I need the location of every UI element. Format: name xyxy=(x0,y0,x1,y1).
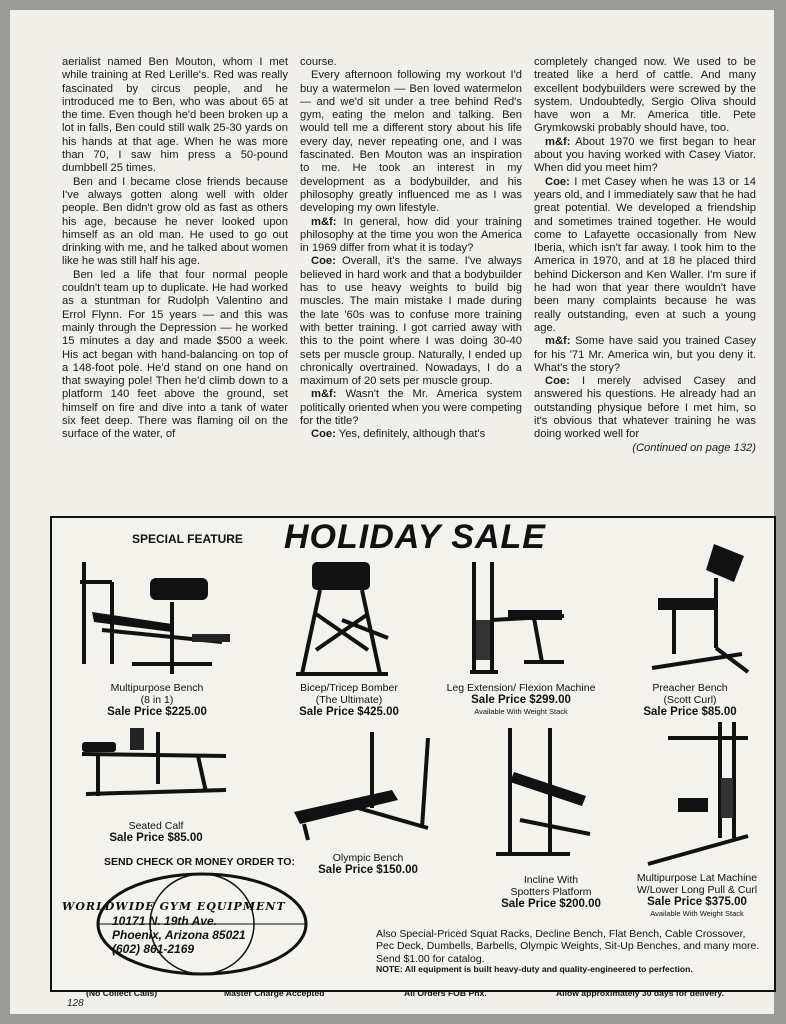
paragraph-text: Every afternoon following my workout I'd buy a watermelon — Ben loved watermelon — and we'd sit under a tree behind Red's gym, eating the melon and talking. Ben would tell me a different story about his life every day, never repeating one, and I was fascinated. Ben Mouton was an inspiration to me. He took an interest in my development as a bodybuilder, and his philosophy greatly influenced me as I was developing my own lifestyle. xyxy=(300,69,522,215)
product-multipurpose-bench xyxy=(82,682,232,718)
paragraph-text: I merely advised Casey and answered his questions. He already had an outstanding physique before I met him, so it's obvious that whatever training he was doing worked well for xyxy=(534,375,757,441)
paragraph xyxy=(534,176,756,336)
bicep-tricep-bomber-image xyxy=(292,554,402,684)
product-price: Sale Price $85.00 xyxy=(109,832,203,844)
product-price: Sale Price $375.00 xyxy=(647,896,747,908)
fob-note: All Orders FOB Phx. xyxy=(404,988,487,998)
special-feature-label: SPECIAL FEATURE xyxy=(132,532,243,546)
product-price: Sale Price $425.00 xyxy=(299,706,399,718)
product-name: Seated Calf xyxy=(128,820,184,832)
product-name: Leg Extension/ Flexion Machine xyxy=(446,682,596,694)
article-column-2 xyxy=(300,56,522,442)
speaker: m&f: xyxy=(545,135,571,148)
delivery-note: Allow approximately 30 days for delivery. xyxy=(556,988,724,998)
paragraph-text: In general, how did your training philosophy at the time you won the America in 1969 differ from what it is today? xyxy=(300,215,523,255)
leg-extension-machine-image xyxy=(464,558,584,680)
magazine-page xyxy=(10,10,774,1014)
multipurpose-bench-image xyxy=(72,552,242,682)
speaker: Coe: xyxy=(545,375,570,388)
product-lat-machine xyxy=(622,872,772,920)
article-column-1 xyxy=(62,56,288,442)
paragraph: Ben led a life that four normal people couldn't team up to duplicate. He had worked as a stuntman for Rudolph Valentino and Errol Flynn. For 15 years — and this was mainly through the Depression — he worked 15 minutes a day and made $500 a week. His act began with hand-balancing on top of a 148-foot pole. He'd stand on one hand on that swaying pole! Then he'd climb down to a platform 140 feet above the ground, set himself on fire and dive into a tank of water six feet deep. There was flaming oil on the surface of the water, of xyxy=(62,268,288,441)
holiday-sale-ad xyxy=(50,516,776,998)
article-column-3 xyxy=(534,56,756,455)
product-name: Olympic Bench xyxy=(332,852,404,864)
paragraph-text: Yes, definitely, although that's xyxy=(338,428,486,441)
paragraph-text: Some have said you trained Casey for his '71 Mr. America win, but you deny it. What's the story? xyxy=(534,335,756,374)
page-number: 128 xyxy=(67,998,84,1009)
paragraph xyxy=(534,136,756,176)
paragraph-text: About 1970 we first began to hear about you having worked with Casey Viator. When did you meet him? xyxy=(534,135,756,175)
paragraph-text: I met Casey when he was 13 or 14 years old, and I immediately saw that he had great potential. We developed a friendship and sometimes trained together. He would come to Lafayette occasionally from New Iberia, which isn't far away. I took him to the America in 1970, and at 18 he placed third behind Dickerson and Ken Waller. I'm sure if he had won that year there wouldn't have been many complaints because he was really outstanding, even at such a young age. xyxy=(534,175,756,334)
paragraph xyxy=(534,335,756,375)
product-price: Sale Price $85.00 xyxy=(643,706,737,718)
product-leg-extension xyxy=(426,682,616,718)
incline-bench-image xyxy=(490,724,600,864)
product-note: Available With Weight Stack xyxy=(474,707,568,716)
address-line-2: Phoenix, Arizona 85021 xyxy=(112,928,246,942)
product-preacher-bench xyxy=(620,682,760,718)
product-sub: Spotters Platform xyxy=(510,886,592,898)
speaker: Coe: xyxy=(311,255,336,268)
paragraph: aerialist named Ben Mouton, whom I met while training at Red Lerille's. Red was really fascinated by circus people, and he introduced me to Ben, who was about 65 at the time. Even though he'd been broken up a lot in falls, Ben could still walk 25-30 yards on his hands at that age. When he was more than 70, I saw him press a 50-pound dumbbell 25 times. xyxy=(62,56,288,175)
product-name: Bicep/Tricep Bomber xyxy=(300,682,398,694)
product-sub: (Scott Curl) xyxy=(663,694,717,706)
product-name: Preacher Bench xyxy=(652,682,728,694)
ad-title: HOLIDAY SALE xyxy=(284,518,546,556)
paragraph xyxy=(300,255,522,388)
paragraph: Ben and I became close friends because I've always gotten along well with older people. Ben didn't grow old as fast as others his age, because he never looked upon himself as an old man. He used to go out drinking with me, and he talked about women like he was still half his age. xyxy=(62,175,288,268)
product-sub: (The Ultimate) xyxy=(315,694,383,706)
paragraph xyxy=(300,428,522,441)
send-to-label: SEND CHECK OR MONEY ORDER TO: xyxy=(104,856,295,868)
paragraph-text: Wasn't the Mr. America system politically oriented when you were competing for the title? xyxy=(300,388,523,428)
product-name: Multipurpose Lat Machine xyxy=(636,872,758,884)
speaker: Coe: xyxy=(545,175,570,188)
product-price: Sale Price $299.00 xyxy=(471,694,571,706)
company-name: WORLDWIDE GYM EQUIPMENT xyxy=(62,900,286,913)
product-seated-calf xyxy=(86,820,226,844)
olympic-bench-image xyxy=(288,728,448,848)
speaker: m&f: xyxy=(545,335,571,348)
paragraph xyxy=(300,216,522,256)
also-available-text: Also Special-Priced Squat Racks, Decline Bench, Flat Bench, Cable Crossover, Pec Deck, Dumbells, Barbells, Olympic Weights, Sit-Up Benches, and many more. Send $1.00 for catalog. xyxy=(376,928,760,965)
paragraph xyxy=(534,375,756,441)
product-price: Sale Price $150.00 xyxy=(318,864,418,876)
product-olympic-bench xyxy=(298,852,438,876)
speaker: m&f: xyxy=(311,215,337,228)
paragraph xyxy=(300,69,522,215)
product-price: Sale Price $200.00 xyxy=(501,898,601,910)
preacher-bench-image xyxy=(622,538,752,678)
product-name: Multipurpose Bench xyxy=(110,682,204,694)
product-bicep-tricep-bomber xyxy=(274,682,424,718)
product-price: Sale Price $225.00 xyxy=(107,706,207,718)
paragraph-text: Overall, it's the same. I've always believed in hard work and that a bodybuilder has to use heavy weights to build big muscles. The main mistake I made during the late '60s was to confuse more training with better training. I got carried away with this to the point where I was doing 30-40 sets per muscle group. Naturally, I ended up chronically overtrained. Nowadays, I do a maximum of 20 sets per muscle group. xyxy=(300,255,523,388)
quality-note: NOTE: All equipment is built heavy-duty and quality-engineered to perfection. xyxy=(376,964,693,974)
product-sub: (8 in 1) xyxy=(140,694,174,706)
phone-number: (602) 861-2169 xyxy=(112,942,195,956)
company-address xyxy=(112,914,246,956)
paragraph: completely changed now. We used to be treated like a herd of cattle. And many excellent bodybuilders were screwed by the system. Undoubtedly, Sergio Oliva should have won a Mr. America title. Pete Grymkowski probably should have, too. xyxy=(534,56,756,135)
product-note: Available With Weight Stack xyxy=(650,909,744,918)
master-charge-note: Master Charge Accepted xyxy=(224,988,325,998)
seated-calf-image xyxy=(76,726,236,806)
speaker: m&f: xyxy=(311,388,337,401)
lat-machine-image xyxy=(638,718,768,878)
product-sub: W/Lower Long Pull & Curl xyxy=(636,884,758,896)
speaker: Coe: xyxy=(311,428,336,441)
no-collect-calls: (No Collect Calls) xyxy=(86,988,158,998)
product-name: Incline With xyxy=(523,874,579,886)
paragraph: course. xyxy=(300,56,337,68)
paragraph xyxy=(300,388,522,428)
address-line-1: 10171 N. 19th Ave. xyxy=(112,914,217,928)
product-incline-bench xyxy=(476,874,626,910)
continued-note: (Continued on page 132) xyxy=(632,441,756,454)
